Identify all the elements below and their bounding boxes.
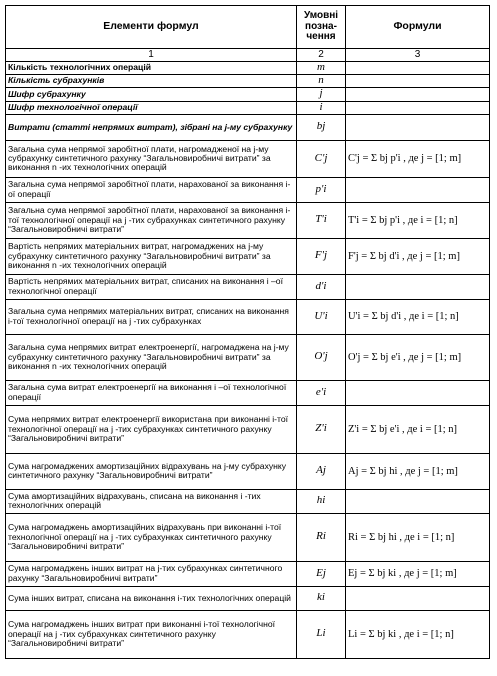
element-description: Сума нагромаджень інших витрат на j-тих субрахунках синтетичного рахунку “Загальновиробничі витрати” <box>6 561 297 586</box>
element-description: Сума нагромаджень амортизаційних відрахувань при виконанні і-тої технологічної операції на j -тих субрахунках синтетичного рахунку “Загальновиробничі витрати” <box>6 513 297 561</box>
element-description: Загальна сума витрат електроенергії на виконання і –ої технологічної операції <box>6 380 297 405</box>
element-description: Загальна сума непрямих матеріальних витрат, списаних на виконання і-тої технологічної операції на j -тих субрахунках <box>6 299 297 334</box>
symbol-cell: F'j <box>297 238 346 274</box>
symbol-cell: O'j <box>297 334 346 380</box>
formula-cell: F'j = Σ bj d'i , де j = [1; m] <box>348 250 460 262</box>
symbol-cell: n <box>297 74 346 87</box>
symbol-cell: U'i <box>297 299 346 334</box>
table-row <box>6 405 490 453</box>
header-formulas: Формули <box>346 6 490 49</box>
symbol-cell: i <box>297 101 346 114</box>
table-row <box>6 453 490 489</box>
element-description: Кількість технологічних операцій <box>6 62 297 75</box>
column-number: 1 <box>6 49 297 62</box>
symbol-cell: p'i <box>297 177 346 202</box>
table-row <box>6 274 490 299</box>
table-row <box>6 140 490 177</box>
formula-cell: C'j = Σ bj p'i , де j = [1; m] <box>348 153 462 165</box>
table-row <box>6 586 490 610</box>
formula-table <box>5 5 490 659</box>
table-row <box>6 513 490 561</box>
symbol-cell: Ri <box>297 513 346 561</box>
element-description: Сума інших витрат, списана на виконання і-тих технологічних операцій <box>6 586 297 610</box>
header-row <box>6 6 490 49</box>
element-description: Шифр технологічної операції <box>6 101 297 114</box>
table-row <box>6 87 490 101</box>
header-symbols: Умовні позна-чення <box>297 6 346 49</box>
element-description: Сума амортизаційних відрахувань, списана на виконання і -тих технологічних операцій <box>6 489 297 513</box>
element-description: Вартість непрямих матеріальних витрат, списаних на виконання і –ої технологічної операції <box>6 274 297 299</box>
element-description: Кількість субрахунків <box>6 74 297 87</box>
symbol-cell: Ej <box>297 561 346 586</box>
header-elements: Елементи формул <box>6 6 297 49</box>
table-row <box>6 114 490 140</box>
table-row <box>6 489 490 513</box>
symbol-cell: ki <box>297 586 346 610</box>
symbol-cell: e'i <box>297 380 346 405</box>
formula-cell: U'i = Σ bj d'i , де i = [1; n] <box>348 311 459 323</box>
element-description: Вартість непрямих матеріальних витрат, нагромаджених на j-му субрахунку синтетичного рахунку “Загальновиробничі витрати” за виконання n -их технологічних операцій <box>6 238 297 274</box>
formula-cell: Ej = Σ bj ki , де j = [1; m] <box>348 568 457 580</box>
element-description: Витрати (статті непрямих витрат), зібрані на j-му субрахунку <box>6 114 297 140</box>
symbol-cell: hi <box>297 489 346 513</box>
table-row <box>6 202 490 238</box>
element-description: Сума непрямих витрат електроенергії використана при виконанні і-тої технологічної операції на j -тих субрахунках синтетичного рахунку “Загальновиробничі витрати” <box>6 405 297 453</box>
element-description: Загальна сума непрямої заробітної плати, нагромадженої на j-му субрахунку синтетичного рахунку “Загальновиробничі витрати” за виконання n -их технологічних операцій <box>6 140 297 177</box>
element-description: Загальна сума непрямої заробітної плати, нарахованої за виконання і-ої операції <box>6 177 297 202</box>
table-row <box>6 299 490 334</box>
symbol-cell: C'j <box>297 140 346 177</box>
symbol-cell: Aj <box>297 453 346 489</box>
table-row <box>6 334 490 380</box>
element-description: Сума нагромаджень інших витрат при виконанні і-тої технологічної операції на j -тих субрахунках синтетичного рахунку “Загальновиробничі витрати” <box>6 610 297 658</box>
column-number: 3 <box>346 49 490 62</box>
table-row <box>6 561 490 586</box>
element-description: Загальна сума непрямої заробітної плати, нарахованої за виконання і-тої технологічної операції на j -тих субрахунках синтетичного рахунку “Загальновиробничі витрати” <box>6 202 297 238</box>
formula-cell: Z'i = Σ bj e'i , де i = [1; n] <box>348 423 458 435</box>
formula-cell: T'i = Σ bj p'i , де i = [1; n] <box>348 214 458 226</box>
formula-cell: O'j = Σ bj e'i , де j = [1; m] <box>348 351 462 363</box>
table-row <box>6 610 490 658</box>
table-row <box>6 380 490 405</box>
symbol-cell: j <box>297 87 346 101</box>
formula-cell: Aj = Σ bj hi , де j = [1; m] <box>348 465 458 477</box>
column-number-row <box>6 49 490 62</box>
formula-cell: Li = Σ bj ki , де i = [1; n] <box>348 628 454 640</box>
element-description: Шифр субрахунку <box>6 87 297 101</box>
table-row <box>6 177 490 202</box>
table-row <box>6 238 490 274</box>
element-description: Загальна сума непрямих витрат електроенергії, нагромаджена на j-му субрахунку синтетичного рахунку “Загальновиробничі витрати” за виконання n -их технологічних операцій <box>6 334 297 380</box>
element-description: Сума нагромаджених амортизаційних відрахувань на j-му субрахунку синтетичного рахунку “Загальновиробничі витрати” <box>6 453 297 489</box>
column-number: 2 <box>297 49 346 62</box>
symbol-cell: d'i <box>297 274 346 299</box>
symbol-cell: Li <box>297 610 346 658</box>
symbol-cell: bj <box>297 114 346 140</box>
symbol-cell: T'i <box>297 202 346 238</box>
symbol-cell: m <box>297 62 346 75</box>
table-row <box>6 74 490 87</box>
formula-cell: Ri = Σ bj hi , де i = [1; n] <box>348 531 455 543</box>
table-row <box>6 62 490 75</box>
table-row <box>6 101 490 114</box>
symbol-cell: Z'i <box>297 405 346 453</box>
